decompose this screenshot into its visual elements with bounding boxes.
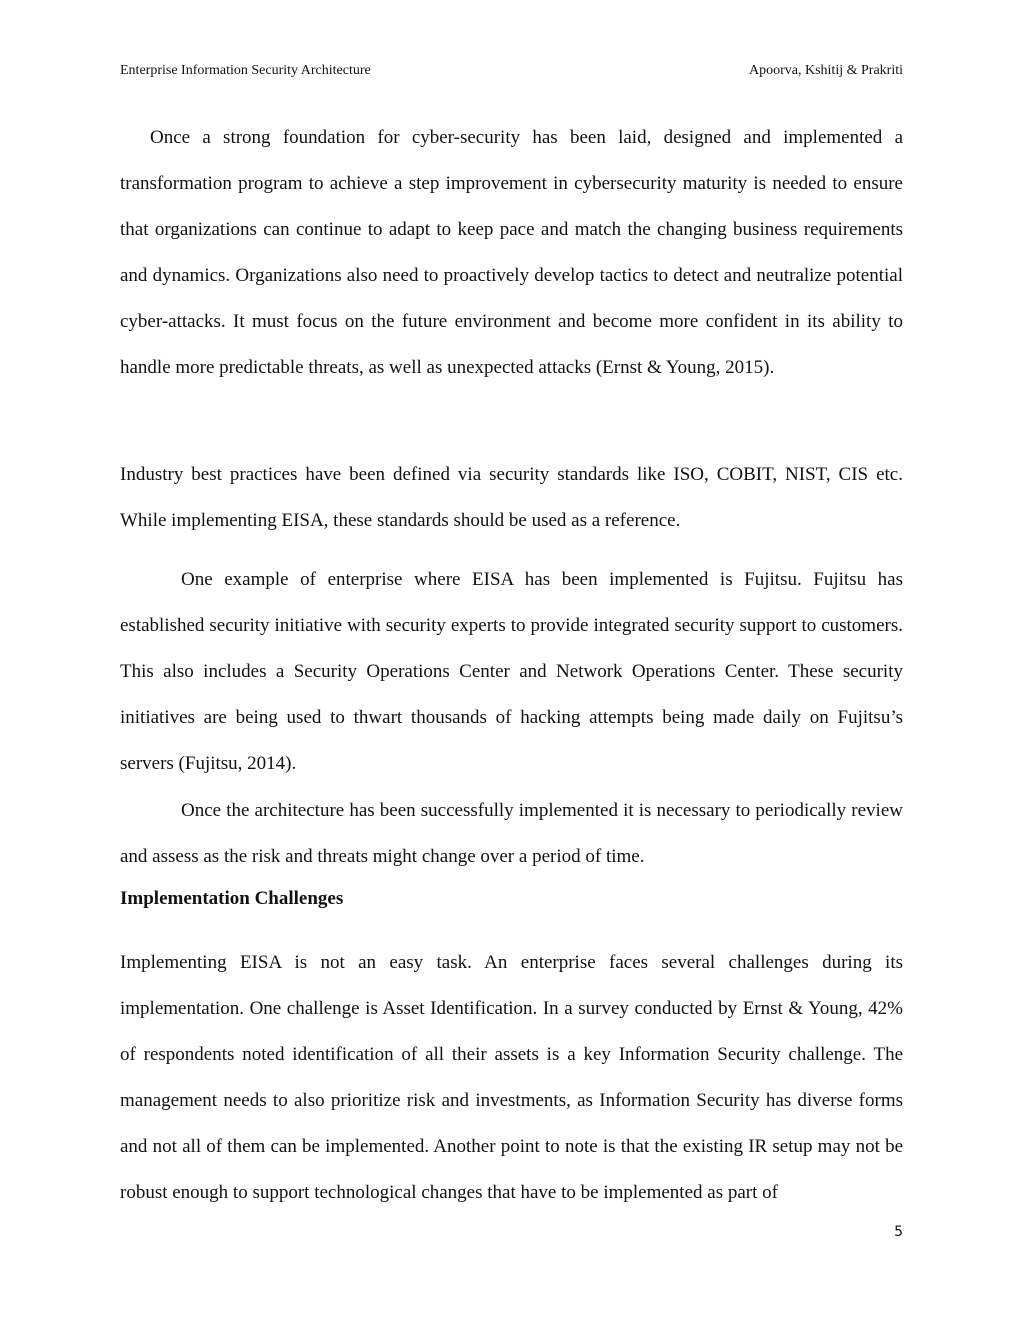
paragraph-industry-best-practices: Industry best practices have been defined via security standards like ISO, COBIT, NIST, CIS etc. While implementing EISA, these standards should be used as a reference. bbox=[120, 464, 903, 531]
paragraph-implementation-challenges: Implementing EISA is not an easy task. An enterprise faces several challenges during its implementation. One challenge is Asset Identification. In a survey conducted by Ernst & Young, 42% of respondents noted identification of all their assets is a key Information Security challenge. The management needs to also prioritize risk and investments, as Information Security has diverse forms and not all of them can be implemented. Another point to note is that the existing IR setup may not be robust enough to support technological changes that have to be implemented as part of bbox=[120, 952, 903, 1203]
paragraph-cybersecurity-transformation: Once a strong foundation for cyber-security has been laid, designed and implemented a transformation program to achieve a step improvement in cybersecurity maturity is needed to ensure that organizations can continue to adapt to keep pace and match the changing business requirements and dynamics. Organizations also need to proactively develop tactics to detect and neutralize potential cyber-attacks. It must focus on the future environment and become more confident in its ability to handle more predictable threats, as well as unexpected attacks (Ernst & Young, 2015). bbox=[120, 127, 903, 378]
paragraph-periodic-review: Once the architecture has been successfully implemented it is necessary to periodically review and assess as the risk and threats might change over a period of time. bbox=[120, 800, 903, 867]
running-header bbox=[120, 61, 903, 81]
paragraph-fujitsu-example: One example of enterprise where EISA has been implemented is Fujitsu. Fujitsu has established security initiative with security experts to provide integrated security support to customers. This also includes a Security Operations Center and Network Operations Center. These security initiatives are being used to thwart thousands of hacking attempts being made daily on Fujitsu’s servers (Fujitsu, 2014). bbox=[120, 569, 903, 774]
header-document-title: Enterprise Information Security Architecture bbox=[120, 63, 371, 78]
section-heading: Implementation Challenges bbox=[120, 888, 344, 909]
header-authors: Apoorva, Kshitij & Prakriti bbox=[749, 63, 903, 78]
page-number: 5 bbox=[894, 1224, 903, 1240]
